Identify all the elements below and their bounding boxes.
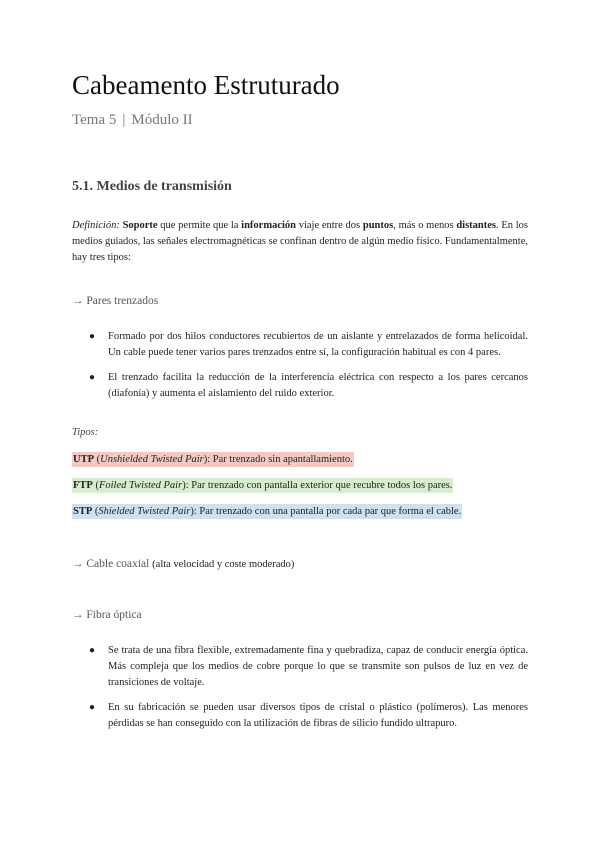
tipos-label: Tipos:: [72, 427, 99, 438]
list-item: [72, 329, 528, 361]
ftp-name: Foiled Twisted Pair: [98, 480, 183, 491]
subtitle-separator: |: [122, 112, 126, 128]
document-subtitle: [72, 112, 193, 129]
fibra-bullet-list: [72, 643, 528, 741]
term-puntos: puntos: [362, 220, 394, 231]
stp-name: Shielded Twisted Pair: [98, 506, 191, 517]
pares-heading: → Pares trenzados: [72, 295, 159, 307]
pares-bullet-list: [72, 329, 528, 411]
tema-label: Tema 5: [72, 112, 117, 128]
ftp-abbr: FTP: [73, 480, 93, 491]
fibra-heading: → Fibra óptica: [72, 609, 142, 621]
list-item: [72, 370, 528, 402]
bullet-icon: ●: [89, 645, 96, 656]
utp-abbr: UTP: [73, 454, 94, 465]
coaxial-note: (alta velocidad y coste moderado): [152, 559, 295, 570]
coaxial-heading-text: → Cable coaxial: [72, 558, 150, 570]
bullet-icon: ●: [89, 372, 96, 383]
utp-line: UTP (Unshielded Twisted Pair): Par trenzado sin apantallamiento.: [73, 454, 353, 465]
term-distantes: distantes: [456, 220, 497, 231]
definition-text: . En los medios guiados, las señales electromagnéticas se confinan dentro de algún medio físico. Fundamentalmente, hay tres tipos:: [72, 220, 529, 263]
stp-abbr: STP: [73, 506, 93, 517]
stp-line: STP (Shielded Twisted Pair): Par trenzado con una pantalla por cada par que forma el cable.: [73, 506, 462, 517]
utp-name: Unshielded Twisted Pair: [100, 454, 204, 465]
list-item: [72, 643, 528, 691]
ftp-line: FTP (Foiled Twisted Pair): Par trenzado con pantalla exterior que recubre todos los pares.: [73, 480, 453, 491]
definition-paragraph: [72, 218, 528, 266]
definition-text: , más o menos: [393, 220, 457, 231]
section-heading: 5.1. Medios de transmisión: [72, 179, 232, 194]
definition-text: que permite que la: [157, 220, 242, 231]
definition-text: viaje entre dos: [295, 220, 363, 231]
bullet-icon: ●: [89, 702, 96, 713]
stp-desc: : Par trenzado con una pantalla por cada par que forma el cable.: [193, 506, 462, 517]
term-informacion: información: [241, 220, 296, 231]
list-item-text: Formado por dos hilos conductores recubiertos de un aislante y entrelazados de forma helicoidal. Un cable puede tener varios pares trenzados entre sí, la configuración habitual es con 4 pares.: [108, 331, 528, 358]
list-item-text: El trenzado facilita la reducción de la interferencia eléctrica con respecto a los pares cercanos (diafonía) y aumenta el aislamiento del ruido exterior.: [108, 372, 528, 399]
document-title: Cabeamento Estruturado: [72, 70, 340, 100]
definition-label: Definición:: [72, 220, 120, 231]
list-item-text: Se trata de una fibra flexible, extremadamente fina y quebradiza, capaz de conducir energía óptica. Más compleja que los medios de cobre porque lo que se transmite son pulsos de luz en vez de transiciones de voltaje.: [108, 645, 528, 688]
utp-desc: : Par trenzado sin apantallamiento.: [207, 454, 353, 465]
term-soporte: Soporte: [122, 220, 158, 231]
list-item-text: En su fabricación se pueden usar diversos tipos de cristal o plástico (polímeros). Las menores pérdidas se han conseguido con la utilización de fibras de silicio fundido ultrapuro.: [108, 702, 528, 729]
bullet-icon: ●: [89, 331, 96, 342]
list-item: [72, 700, 528, 732]
coaxial-heading: [72, 558, 294, 570]
modulo-label: Módulo II: [131, 112, 193, 128]
ftp-desc: : Par trenzado con pantalla exterior que recubre todos los pares.: [185, 480, 453, 491]
